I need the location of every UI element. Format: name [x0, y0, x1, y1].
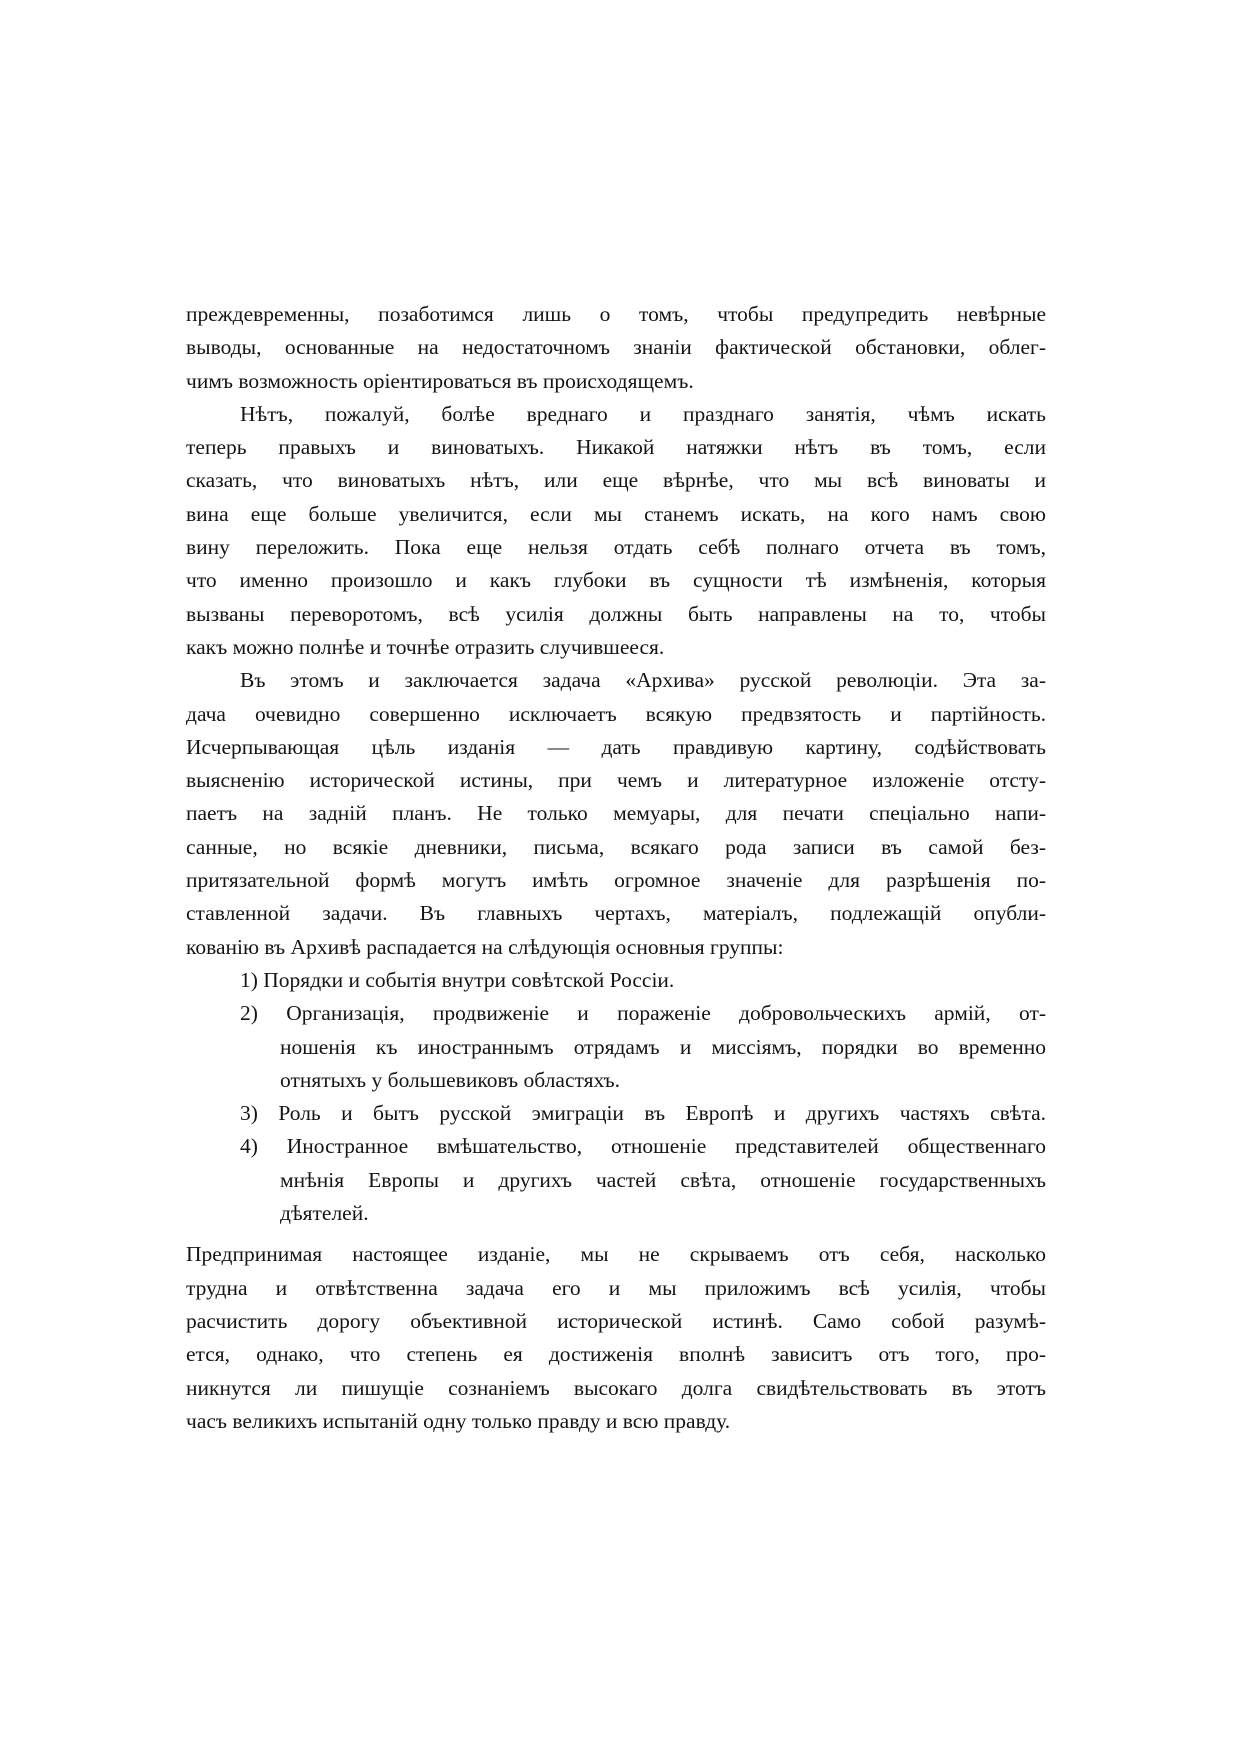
list-item [186, 964, 1046, 997]
list-item [186, 1097, 1046, 1130]
numbered-list [186, 964, 1046, 1230]
text-line: 4) Иностранное вмѣшательство, отношеніе представителей общественнаго [240, 1134, 1046, 1159]
paragraph [186, 1238, 1046, 1438]
text-line: сказать, что виноватыхъ нѣтъ, или еще вѣрнѣе, что мы всѣ виноваты и [186, 468, 1046, 493]
text-line: паетъ на задній планъ. Не только мемуары, для печати спеціально напи- [186, 801, 1046, 826]
text-line: часъ великихъ испытаній одну только правду и всю правду. [186, 1408, 731, 1433]
text-line: ется, однако, что степень ея достиженія вполнѣ зависитъ отъ того, про- [186, 1342, 1046, 1367]
text-line: ношенія къ иностраннымъ отрядамъ и миссіямъ, порядки во временно [280, 1034, 1046, 1059]
text-line: выясненію исторической истины, при чемъ и литературное изложеніе отсту- [186, 768, 1046, 793]
text-line: отнятыхъ у большевиковъ областяхъ. [280, 1067, 620, 1092]
text-line: Предпринимая настоящее изданіе, мы не скрываемъ отъ себя, насколько [186, 1242, 1046, 1267]
text-line: вызваны переворотомъ, всѣ усилія должны быть направлены на то, чтобы [186, 601, 1046, 626]
text-line: что именно произошло и какъ глубоки въ сущности тѣ измѣненія, которыя [186, 568, 1046, 593]
text-line: теперь правыхъ и виноватыхъ. Никакой натяжки нѣтъ въ томъ, если [186, 435, 1046, 460]
paragraph [186, 298, 1046, 398]
list-item [186, 1130, 1046, 1230]
text-line: дача очевидно совершенно исключаетъ всякую предвзятость и партійность. [186, 701, 1046, 726]
text-line: трудна и отвѣтственна задача его и мы приложимъ всѣ усилія, чтобы [186, 1275, 1046, 1300]
paragraph [186, 398, 1046, 664]
text-line: ставленной задачи. Въ главныхъ чертахъ, матеріалъ, подлежащій опубли- [186, 901, 1046, 926]
text-line: 1) Порядки и событія внутри совѣтской Россіи. [240, 967, 675, 992]
text-line: Нѣтъ, пожалуй, болѣе вреднаго и празднаго занятія, чѣмъ искать [240, 401, 1046, 426]
text-line: чимъ возможность оріентироваться въ происходящемъ. [186, 368, 694, 393]
text-line: вину переложить. Пока еще нельзя отдать себѣ полнаго отчета въ томъ, [186, 535, 1046, 560]
list-item [186, 997, 1046, 1097]
text-line: кованію въ Архивѣ распадается на слѣдующія основныя группы: [186, 934, 784, 959]
text-line: расчистить дорогу объективной исторической истинѣ. Само собой разумѣ- [186, 1308, 1046, 1333]
text-line: какъ можно полнѣе и точнѣе отразить случившееся. [186, 634, 665, 659]
text-line: притязательной формѣ могутъ имѣть огромное значеніе для разрѣшенія по- [186, 868, 1046, 893]
text-line: 3) Роль и бытъ русской эмиграціи въ Европѣ и другихъ частяхъ свѣта. [240, 1101, 1046, 1126]
text-line: преждевременны, позаботимся лишь о томъ, чтобы предупредить невѣрные [186, 302, 1046, 326]
text-line: вина еще больше увеличится, если мы станемъ искать, на кого намъ свою [186, 501, 1046, 526]
text-line: 2) Организація, продвиженіе и пораженіе добровольческихъ армій, от- [240, 1001, 1046, 1026]
paragraph [186, 664, 1046, 964]
text-line: Въ этомъ и заключается задача «Архива» русской революціи. Эта за- [240, 668, 1046, 693]
text-line: санные, но всякіе дневники, письма, всякаго рода записи въ самой без- [186, 834, 1046, 859]
page-body [186, 298, 1046, 1438]
text-line: выводы, основанные на недостаточномъ знаніи фактической обстановки, облег- [186, 335, 1046, 360]
text-line: никнутся ли пишущіе сознаніемъ высокаго долга свидѣтельствовать въ этотъ [186, 1375, 1046, 1400]
text-line: мнѣнія Европы и другихъ частей свѣта, отношеніе государственныхъ [280, 1167, 1046, 1192]
text-line: Исчерпывающая цѣль изданія — дать правдивую картину, содѣйствовать [186, 734, 1046, 759]
text-line: дѣятелей. [280, 1201, 369, 1226]
